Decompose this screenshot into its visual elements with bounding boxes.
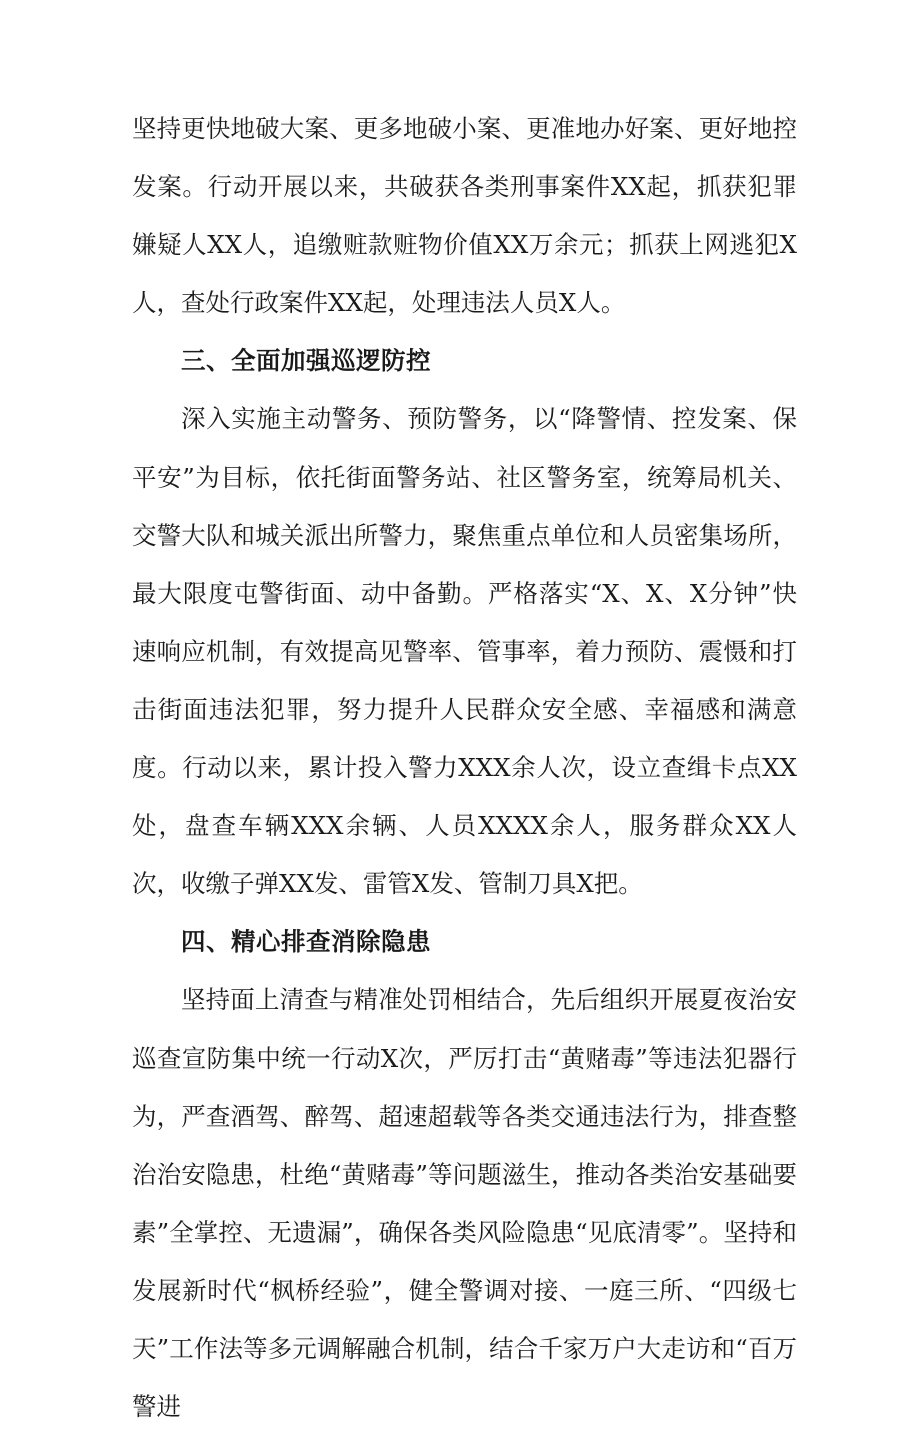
paragraph-patrol: 深入实施主动警务、预防警务，以“降警情、控发案、保平安”为目标，依托街面警务站、社区警务室，统筹局机关、交警大队和城关派出所警力，聚焦重点单位和人员密集场所，最大限度屯警街面、动中备勤。严格落实“X、X、X分钟”快速响应机制，有效提高见警率、管事率，着力预防、震慑和打击街面违法犯罪，努力提升人民群众安全感、幸福感和满意度。行动以来，累计投入警力XXX余人次，设立查缉卡点XX处，盘查车辆XXX余辆、人员XXXX余人，服务群众XX人次，收缴子弹XX发、雷管X发、管制刀具X把。: [132, 404, 797, 899]
paragraph-case-results: 坚持更快地破大案、更多地破小案、更准地办好案、更好地控发案。行动开展以来，共破获各类刑事案件XX起，抓获犯罪嫌疑人XX人，追缴赃款赃物价值XX万余元；抓获上网逃犯X人，查处行政案件XX起，处理违法人员X人。: [132, 114, 797, 318]
section-heading-hazards: 四、精心排查消除隐患: [181, 927, 431, 957]
document-body: [132, 100, 797, 1436]
paragraph-hazards: 坚持面上清查与精准处罚相结合，先后组织开展夏夜治安巡查宣防集中统一行动X次，严厉打击“黄赌毒”等违法犯器行为，严查酒驾、醉驾、超速超载等各类交通违法行为，排查整治治安隐患，杜绝“黄赌毒”等问题滋生，推动各类治安基础要素”全掌控、无遗漏”，确保各类风险隐患“见底清零”。坚持和发展新时代“枫桥经验”，健全警调对接、一庭三所、“四级七天”工作法等多元调解融合机制，结合千家万户大走访和“百万警进: [132, 985, 797, 1422]
section-heading-patrol: 三、全面加强巡逻防控: [181, 346, 431, 376]
